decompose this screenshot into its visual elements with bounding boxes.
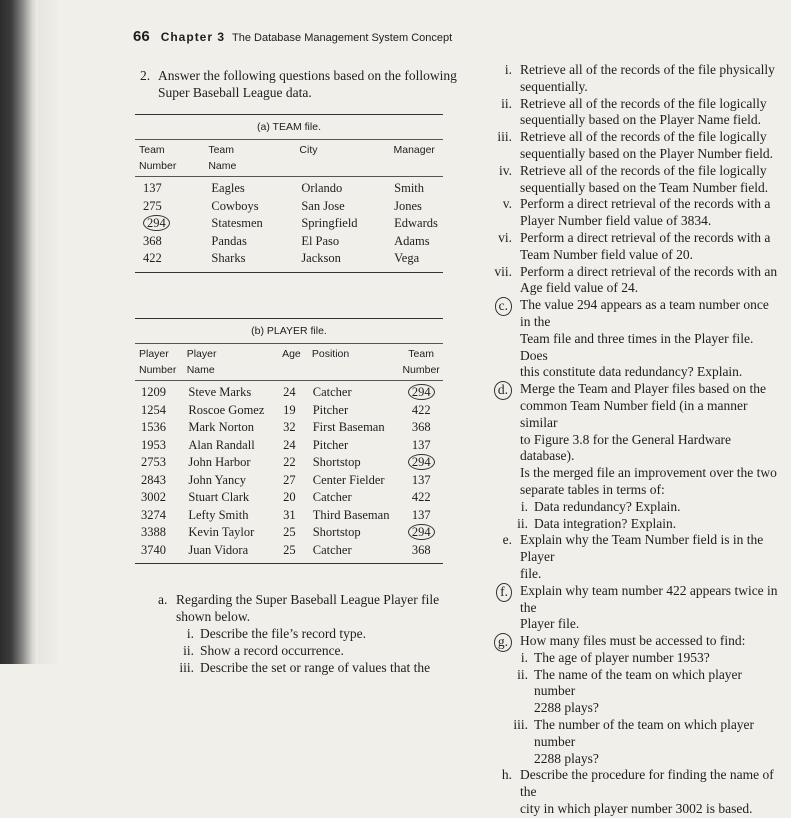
table-cell bbox=[400, 489, 443, 507]
item-line: Age field value of 24. bbox=[520, 280, 639, 296]
item-line: Perform a direct retrieval of the records with a bbox=[520, 229, 771, 245]
table-cell bbox=[283, 524, 313, 542]
item-label-text: iii. bbox=[497, 129, 512, 145]
table-cell bbox=[143, 215, 211, 233]
item-text bbox=[520, 633, 778, 650]
table-cell bbox=[283, 542, 313, 560]
player-table-header bbox=[135, 344, 443, 381]
cell-value: Stuart Clark bbox=[188, 490, 250, 504]
circled-value: 294 bbox=[408, 384, 435, 400]
cell-value: Springfield bbox=[301, 216, 358, 230]
table-row bbox=[141, 542, 443, 560]
question-item bbox=[468, 129, 778, 163]
item-label-text: ii. bbox=[501, 95, 512, 111]
item-line: sequentially. bbox=[520, 78, 588, 94]
item-line: city in which player number 3002 is based. bbox=[520, 801, 753, 817]
cell-value: 2753 bbox=[141, 455, 166, 469]
question-item bbox=[468, 717, 778, 767]
cell-value: Alan Randall bbox=[188, 437, 255, 452]
cell-value: 422 bbox=[143, 251, 162, 265]
table-row bbox=[143, 198, 443, 216]
cell-value: 368 bbox=[143, 233, 162, 248]
item-line: Retrieve all of the records of the file logically bbox=[520, 129, 767, 145]
item-line: sequentially based on the Player Name field. bbox=[520, 112, 762, 128]
cell-value: 422 bbox=[411, 490, 431, 504]
question-number: 2. bbox=[140, 68, 151, 83]
table-cell bbox=[211, 180, 301, 198]
subitem-label: iii. bbox=[179, 660, 194, 675]
cell-value: John Yancy bbox=[188, 472, 247, 487]
team-table-body bbox=[135, 177, 443, 272]
table-cell bbox=[211, 198, 301, 216]
item-text bbox=[520, 129, 778, 163]
table-row bbox=[141, 384, 443, 402]
header-cell-1: Player Name bbox=[186, 348, 217, 376]
item-text bbox=[520, 196, 778, 230]
item-label bbox=[468, 767, 512, 784]
table-cell bbox=[400, 507, 443, 525]
item-text bbox=[520, 264, 778, 298]
question-item bbox=[468, 633, 778, 650]
item-label bbox=[468, 583, 512, 602]
question-item bbox=[468, 532, 778, 582]
chapter-label: Chapter 3 bbox=[160, 30, 226, 44]
item-label bbox=[468, 650, 528, 667]
player-table-body bbox=[135, 381, 443, 563]
item-label-text: i. bbox=[504, 62, 512, 77]
page-number: 66 bbox=[133, 28, 150, 45]
item-line: Data redundancy? Explain. bbox=[534, 498, 681, 514]
table-cell bbox=[283, 472, 313, 490]
chapter-title: The Database Management System Concept bbox=[232, 32, 453, 44]
cell-value: 368 bbox=[411, 542, 431, 557]
table-cell bbox=[400, 384, 443, 402]
circled-value: 294 bbox=[408, 454, 435, 470]
table-cell bbox=[211, 233, 301, 251]
item-label bbox=[468, 297, 512, 316]
item-label-text: ii. bbox=[517, 666, 528, 682]
book-gutter bbox=[38, 0, 60, 664]
item-line: file. bbox=[520, 565, 542, 581]
item-line: this constitute data redundancy? Explain. bbox=[520, 364, 743, 380]
cell-value: 25 bbox=[283, 542, 296, 557]
item-label bbox=[468, 163, 512, 180]
item-line: common Team Number field (in a manner similar bbox=[520, 397, 748, 430]
cell-value: 422 bbox=[411, 402, 431, 417]
cell-value: 27 bbox=[283, 472, 296, 487]
question-item bbox=[468, 767, 778, 817]
table-cell bbox=[143, 198, 211, 216]
table-cell bbox=[188, 419, 283, 437]
item-line: Player Number field value of 3834. bbox=[520, 213, 712, 229]
cell-value: Roscoe Gomez bbox=[188, 402, 265, 417]
table-cell bbox=[313, 419, 400, 437]
table-cell bbox=[211, 215, 301, 233]
table-row bbox=[143, 250, 443, 268]
item-text bbox=[520, 767, 778, 817]
subitem-label: i. bbox=[186, 626, 194, 641]
item-a-line-1: Regarding the Super Baseball League Player file bbox=[176, 592, 440, 607]
team-table-header bbox=[135, 140, 443, 177]
cell-value: Smith bbox=[394, 181, 425, 195]
table-row bbox=[143, 180, 443, 198]
item-label bbox=[468, 717, 528, 734]
cell-value: 22 bbox=[283, 455, 296, 469]
cell-value: Mark Norton bbox=[188, 420, 254, 434]
table-cell bbox=[394, 180, 443, 198]
cell-value: Adams bbox=[394, 233, 430, 248]
table-cell bbox=[313, 384, 400, 402]
question-item bbox=[468, 163, 778, 197]
table-cell bbox=[283, 507, 313, 525]
page-header bbox=[133, 28, 452, 45]
subitem-text: Show a record occurrence. bbox=[200, 643, 344, 658]
cell-value: Pitcher bbox=[312, 402, 349, 417]
cell-value: Pitcher bbox=[312, 437, 349, 452]
item-text bbox=[520, 62, 778, 96]
circled-item-label: f. bbox=[496, 583, 512, 602]
table-cell bbox=[283, 454, 313, 472]
table-cell bbox=[188, 437, 283, 455]
cell-value: 1254 bbox=[141, 402, 166, 417]
table-cell bbox=[283, 384, 313, 402]
table-row bbox=[141, 454, 443, 472]
subitem-text: Describe the file’s record type. bbox=[200, 626, 367, 641]
item-line: Explain why team number 422 appears twice in the bbox=[520, 582, 778, 615]
question-intro-line-1: Answer the following questions based on the following bbox=[158, 68, 457, 83]
item-text bbox=[520, 532, 778, 582]
table-cell bbox=[141, 454, 188, 472]
cell-value: 1536 bbox=[141, 420, 166, 434]
cell-value: 31 bbox=[283, 507, 296, 522]
item-line: Player file. bbox=[520, 616, 580, 632]
table-cell bbox=[141, 489, 188, 507]
table-cell bbox=[188, 384, 283, 402]
cell-value: Third Baseman bbox=[312, 507, 390, 522]
item-line: The age of player number 1953? bbox=[534, 649, 710, 665]
cell-value: 3002 bbox=[141, 490, 166, 504]
table-cell bbox=[313, 472, 400, 490]
cell-value: 137 bbox=[143, 181, 162, 195]
table-cell bbox=[283, 402, 313, 420]
cell-value: 24 bbox=[283, 385, 296, 399]
item-line: Perform a direct retrieval of the records with a bbox=[520, 196, 771, 212]
item-label bbox=[468, 516, 528, 533]
item-line: Is the merged file an improvement over the two bbox=[520, 465, 777, 481]
table-cell bbox=[400, 524, 443, 542]
table-cell bbox=[301, 198, 394, 216]
cell-value: Catcher bbox=[312, 385, 352, 399]
table-cell bbox=[400, 419, 443, 437]
table-cell bbox=[141, 472, 188, 490]
table-cell bbox=[400, 454, 443, 472]
cell-value: Vega bbox=[394, 251, 420, 265]
table-cell bbox=[400, 437, 443, 455]
item-label-text: v. bbox=[502, 196, 512, 212]
cell-value: San Jose bbox=[301, 198, 345, 213]
item-line: Data integration? Explain. bbox=[534, 515, 677, 531]
question-item bbox=[468, 96, 778, 130]
cell-value: Orlando bbox=[301, 181, 343, 195]
item-text bbox=[520, 297, 778, 381]
item-line: 2288 plays? bbox=[534, 700, 599, 716]
cell-value: Juan Vidora bbox=[188, 542, 249, 557]
table-cell bbox=[141, 542, 188, 560]
table-cell bbox=[141, 402, 188, 420]
cell-value: Edwards bbox=[394, 216, 438, 230]
table-cell bbox=[394, 215, 443, 233]
item-text bbox=[520, 381, 778, 499]
table-cell bbox=[143, 250, 211, 268]
table-cell bbox=[188, 489, 283, 507]
table-cell bbox=[301, 250, 394, 268]
cell-value: Catcher bbox=[312, 490, 352, 504]
player-table-caption: (b) PLAYER file. bbox=[135, 319, 443, 344]
item-line: Retrieve all of the records of the file logically bbox=[520, 95, 767, 111]
table-cell bbox=[283, 419, 313, 437]
item-label-text: vii. bbox=[494, 263, 512, 279]
table-cell bbox=[394, 233, 443, 251]
item-text bbox=[534, 717, 778, 767]
item-line: separate tables in terms of: bbox=[520, 481, 665, 497]
cell-value: John Harbor bbox=[188, 455, 251, 469]
table-cell bbox=[394, 198, 443, 216]
item-line: The number of the team on which player number bbox=[534, 717, 755, 749]
table-cell bbox=[400, 402, 443, 420]
item-line: Perform a direct retrieval of the records with an bbox=[520, 263, 778, 279]
item-line: 2288 plays? bbox=[534, 750, 599, 766]
item-text bbox=[520, 583, 778, 633]
subitem-label: ii. bbox=[183, 643, 194, 658]
header-cell-0: Team Number bbox=[139, 144, 177, 172]
table-cell bbox=[283, 437, 313, 455]
cell-value: 19 bbox=[283, 402, 296, 417]
item-label-text: i. bbox=[520, 498, 528, 514]
item-text bbox=[520, 230, 778, 264]
circled-value: 294 bbox=[408, 524, 435, 540]
cell-value: 368 bbox=[411, 420, 431, 434]
cell-value: 3274 bbox=[141, 507, 166, 522]
item-text bbox=[534, 516, 778, 533]
cell-value: 137 bbox=[411, 507, 431, 522]
item-label bbox=[468, 667, 528, 684]
question-item bbox=[468, 583, 778, 633]
cell-value: 32 bbox=[283, 420, 296, 434]
question-item bbox=[468, 230, 778, 264]
table-cell bbox=[141, 384, 188, 402]
header-cell-2: Age bbox=[282, 348, 301, 360]
item-line: to Figure 3.8 for the General Hardware database). bbox=[520, 431, 732, 464]
table-cell bbox=[400, 542, 443, 560]
item-line: sequentially based on the Player Number field. bbox=[520, 145, 774, 161]
circled-value: 294 bbox=[143, 215, 170, 231]
cell-value: 24 bbox=[283, 437, 296, 452]
item-line: Retrieve all of the records of the file logically bbox=[520, 162, 767, 178]
table-row bbox=[141, 489, 443, 507]
item-line: Team Number field value of 20. bbox=[520, 246, 693, 262]
cell-value: First Baseman bbox=[312, 420, 385, 434]
table-cell bbox=[301, 215, 394, 233]
table-cell bbox=[301, 233, 394, 251]
table-cell bbox=[188, 454, 283, 472]
cell-value: Steve Marks bbox=[188, 385, 252, 399]
item-label bbox=[468, 196, 512, 213]
cell-value: Cowboys bbox=[211, 198, 259, 213]
table-cell bbox=[313, 524, 400, 542]
question-item bbox=[468, 381, 778, 499]
cell-value: Jones bbox=[394, 198, 422, 213]
cell-value: 1953 bbox=[141, 437, 166, 452]
item-label bbox=[468, 230, 512, 247]
table-cell bbox=[313, 507, 400, 525]
table-cell bbox=[301, 180, 394, 198]
cell-value: 3388 bbox=[141, 525, 166, 539]
cell-value: Catcher bbox=[312, 542, 352, 557]
right-column bbox=[468, 62, 778, 818]
table-cell bbox=[313, 489, 400, 507]
item-label bbox=[468, 129, 512, 146]
cell-value: 275 bbox=[143, 198, 162, 213]
table-cell bbox=[313, 454, 400, 472]
item-label bbox=[468, 96, 512, 113]
circled-item-label: g. bbox=[494, 633, 512, 652]
header-cell-3: Manager bbox=[393, 144, 435, 156]
table-cell bbox=[283, 489, 313, 507]
cell-value: Shortstop bbox=[312, 455, 361, 469]
cell-value: Eagles bbox=[211, 181, 245, 195]
circled-item-label: c. bbox=[495, 297, 512, 316]
item-text bbox=[534, 499, 778, 516]
cell-value: 3740 bbox=[141, 542, 166, 557]
subitem-text: Describe the set or range of values that the bbox=[200, 660, 431, 675]
item-line: Team file and three times in the Player file. Does bbox=[520, 330, 754, 363]
cell-value: 137 bbox=[411, 437, 431, 452]
header-cell-1: Team Name bbox=[208, 144, 237, 172]
team-table bbox=[135, 114, 443, 273]
item-label bbox=[468, 532, 512, 549]
table-row bbox=[141, 419, 443, 437]
item-line: How many files must be accessed to find: bbox=[520, 633, 746, 649]
cell-value: Sharks bbox=[211, 251, 246, 265]
item-line: Describe the procedure for finding the name of the bbox=[520, 767, 774, 800]
item-line: Merge the Team and Player files based on the bbox=[520, 381, 766, 397]
item-a-line-2: shown below. bbox=[176, 609, 251, 624]
table-cell bbox=[313, 437, 400, 455]
cell-value: Statesmen bbox=[211, 216, 263, 230]
player-table bbox=[135, 318, 443, 564]
header-cell-4: Team Number bbox=[402, 348, 440, 376]
question-item bbox=[468, 297, 778, 381]
table-cell bbox=[188, 472, 283, 490]
question-item bbox=[468, 264, 778, 298]
question-item bbox=[468, 62, 778, 96]
cell-value: 137 bbox=[411, 472, 431, 487]
table-row bbox=[143, 215, 443, 233]
table-cell bbox=[143, 233, 211, 251]
team-table-caption: (a) TEAM file. bbox=[135, 115, 443, 140]
table-cell bbox=[188, 524, 283, 542]
question-item bbox=[468, 650, 778, 667]
table-cell bbox=[211, 250, 301, 268]
item-text bbox=[520, 96, 778, 130]
table-cell bbox=[188, 542, 283, 560]
table-row bbox=[141, 507, 443, 525]
cell-value: Jackson bbox=[301, 251, 341, 265]
item-line: The value 294 appears as a team number once in the bbox=[520, 297, 769, 329]
table-cell bbox=[400, 472, 443, 490]
question-item bbox=[468, 499, 778, 516]
question-item bbox=[468, 667, 778, 717]
item-text bbox=[534, 667, 778, 717]
table-row bbox=[141, 437, 443, 455]
cell-value: Lefty Smith bbox=[188, 507, 249, 522]
item-label-text: iv. bbox=[499, 162, 512, 178]
table-cell bbox=[141, 507, 188, 525]
table-row bbox=[141, 402, 443, 420]
cell-value: 25 bbox=[283, 525, 296, 539]
table-cell bbox=[143, 180, 211, 198]
cell-value: 20 bbox=[283, 490, 296, 504]
item-line: Explain why the Team Number field is in the Player bbox=[520, 532, 764, 565]
item-label bbox=[468, 499, 528, 516]
table-row bbox=[141, 472, 443, 490]
table-cell bbox=[141, 419, 188, 437]
cell-value: Kevin Taylor bbox=[188, 525, 255, 539]
cell-value: 1209 bbox=[141, 385, 166, 399]
item-label bbox=[468, 264, 512, 281]
question-item bbox=[468, 196, 778, 230]
table-cell bbox=[141, 437, 188, 455]
item-label bbox=[468, 62, 512, 79]
item-label-text: iii. bbox=[513, 717, 528, 733]
table-cell bbox=[313, 542, 400, 560]
table-cell bbox=[313, 402, 400, 420]
table-row bbox=[143, 233, 443, 251]
cell-value: 2843 bbox=[141, 472, 166, 487]
table-cell bbox=[394, 250, 443, 268]
table-cell bbox=[188, 507, 283, 525]
item-label-text: i. bbox=[520, 649, 528, 665]
item-line: Retrieve all of the records of the file physically bbox=[520, 62, 775, 77]
item-line: sequentially based on the Team Number field. bbox=[520, 179, 769, 195]
header-cell-3: Position bbox=[311, 348, 350, 360]
cell-value: Center Fielder bbox=[312, 472, 385, 487]
cell-value: Shortstop bbox=[312, 525, 361, 539]
header-cell-2: City bbox=[299, 144, 318, 156]
item-label bbox=[468, 381, 512, 400]
question-item bbox=[468, 516, 778, 533]
item-a-label: a. bbox=[158, 592, 168, 607]
table-row bbox=[141, 524, 443, 542]
item-label-text: e. bbox=[502, 532, 512, 548]
cell-value: Pandas bbox=[211, 233, 247, 248]
item-text bbox=[520, 163, 778, 197]
item-text bbox=[534, 650, 778, 667]
item-label-text: h. bbox=[501, 767, 512, 783]
table-cell bbox=[141, 524, 188, 542]
circled-item-label: d. bbox=[494, 381, 512, 400]
question-intro-line-2: Super Baseball League data. bbox=[158, 85, 312, 100]
book-spine-shadow bbox=[0, 0, 38, 664]
item-line: The name of the team on which player number bbox=[534, 666, 743, 699]
table-cell bbox=[188, 402, 283, 420]
item-label-text: ii. bbox=[517, 515, 528, 531]
cell-value: El Paso bbox=[301, 233, 340, 248]
item-label-text: vi. bbox=[498, 229, 512, 245]
header-cell-0: Player Number bbox=[139, 348, 177, 376]
